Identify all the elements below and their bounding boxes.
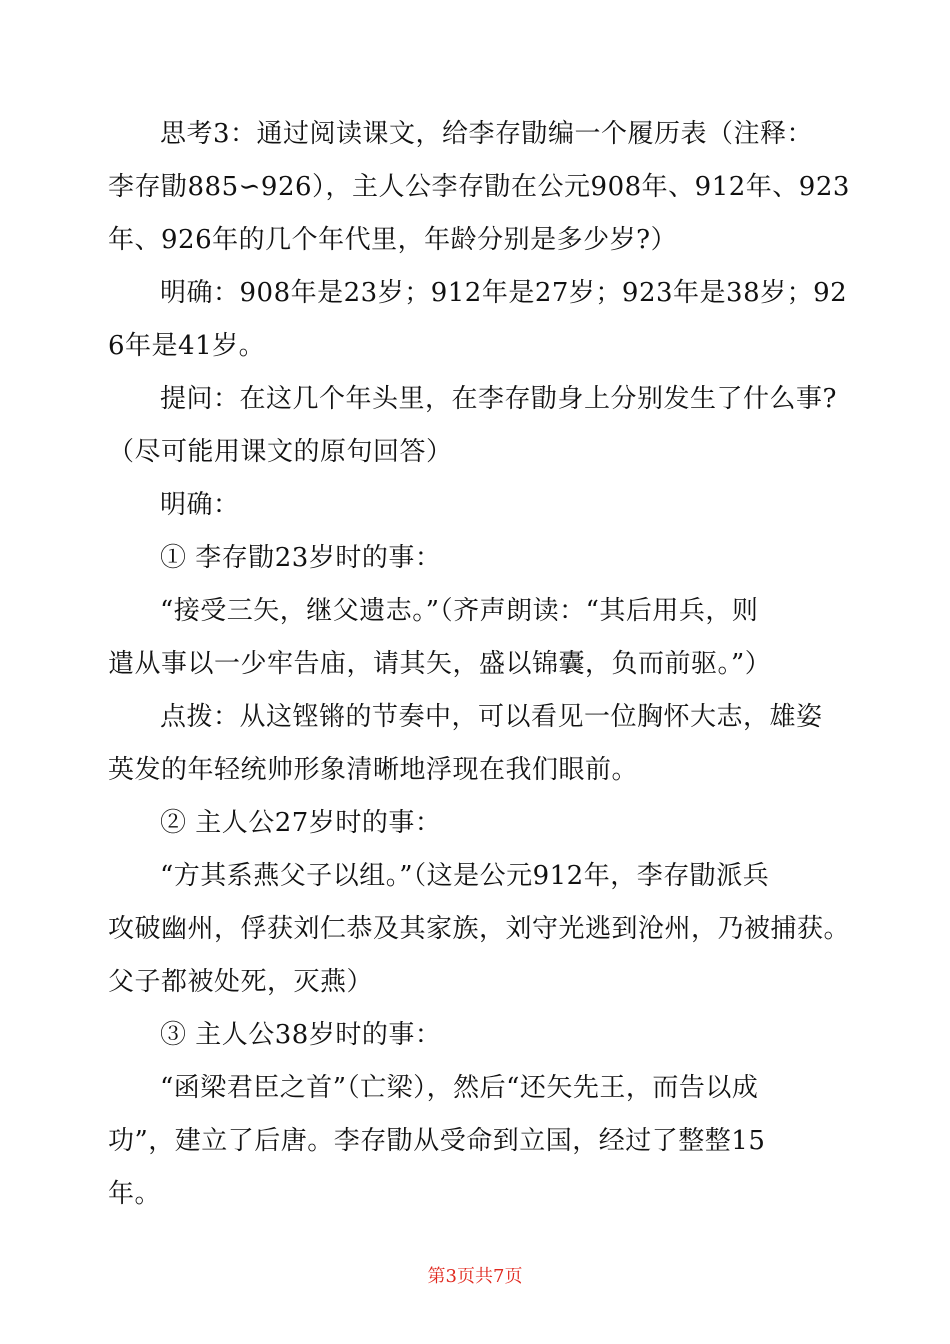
paragraph-line: ③ 主人公38岁时的事： — [160, 1020, 442, 1050]
paragraph-line: 点拨：从这铿锵的节奏中，可以看见一位胸怀大志，雄姿 — [160, 702, 823, 732]
paragraph-line: “接受三矢，继父遗志。”（齐声朗读：“其后用兵，则 — [160, 596, 759, 626]
paragraph-line: “函梁君臣之首”（亡梁），然后“还矢先王，而告以成 — [160, 1073, 759, 1103]
paragraph-line: “方其系燕父子以组。”（这是公元912年，李存勖派兵 — [160, 861, 770, 891]
paragraph-line: 明确：908年是23岁；912年是27岁；923年是38岁；92 — [160, 278, 848, 308]
paragraph-line: 年。 — [108, 1179, 162, 1209]
paragraph-line: 英发的年轻统帅形象清晰地浮现在我们眼前。 — [108, 755, 639, 785]
paragraph-line: 明确： — [160, 490, 240, 520]
page-number-footer: 第3页共7页 — [427, 1266, 523, 1287]
paragraph-line: 李存勖885∽926），主人公李存勖在公元908年、912年、923 — [108, 172, 850, 202]
paragraph-line: 父子都被处死，灭燕） — [108, 967, 374, 997]
paragraph-line: 攻破幽州，俘获刘仁恭及其家族，刘守光逃到沧州，乃被捕获。 — [108, 914, 851, 944]
paragraph-line: 遣从事以一少牢告庙，请其矢，盛以锦囊，负而前驱。”） — [108, 649, 772, 679]
paragraph-line: 功”，建立了后唐。李存勖从受命到立国，经过了整整15 — [108, 1126, 766, 1156]
paragraph-line: 提问：在这几个年头里，在李存勖身上分别发生了什么事? — [160, 384, 837, 414]
paragraph-line: 年、926年的几个年代里，年龄分别是多少岁?） — [108, 225, 678, 255]
paragraph-line: 思考3：通过阅读课文，给李存勖编一个履历表（注释： — [160, 119, 814, 149]
paragraph-line: 6年是41岁。 — [108, 331, 266, 361]
paragraph-line: （尽可能用课文的原句回答） — [108, 437, 453, 467]
paragraph-line: ① 李存勖23岁时的事： — [160, 543, 442, 573]
paragraph-line: ② 主人公27岁时的事： — [160, 808, 442, 838]
